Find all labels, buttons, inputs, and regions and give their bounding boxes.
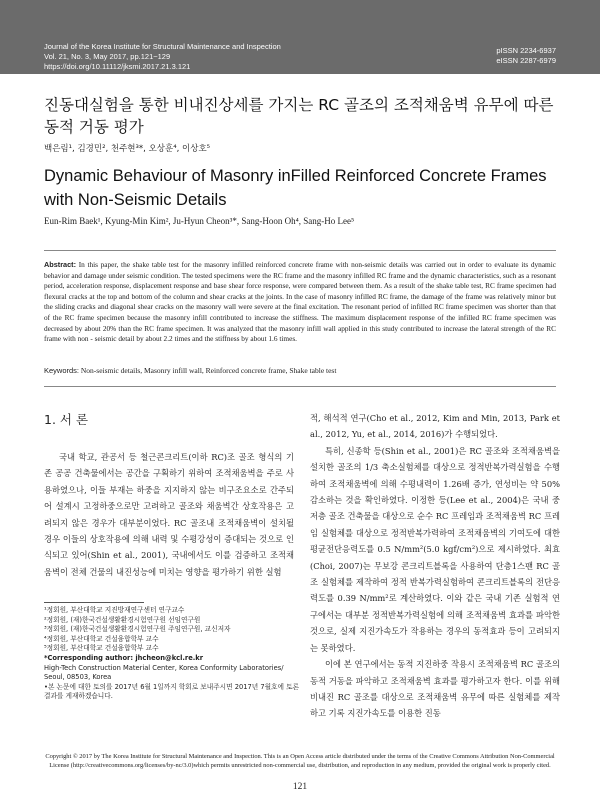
- footnote: ³정회원, (재)한국건설생활환경시험연구원 주임연구원, 교신저자: [44, 625, 231, 634]
- corresponding-author: *Corresponding author: jhcheon@kcl.re.kr: [44, 653, 204, 662]
- abstract-bottom-rule: [44, 386, 556, 387]
- journal-name: Journal of the Korea Institute for Structural Maintenance and Inspection: [44, 42, 281, 51]
- korean-title: 진동대실험을 통한 비내진상세를 가지는 RC 골조의 조적채움벽 유무에 따른 동적 거동 평가: [44, 96, 554, 136]
- footnotes: [44, 606, 299, 702]
- journal-header: [0, 0, 600, 74]
- footnote: ⁵정회원, 부산대학교 건설융합학부 교수: [44, 644, 159, 653]
- keywords-text: Non-seismic details, Masonry infill wall, Reinforced concrete frame, Shake table test: [80, 366, 337, 375]
- pissn: pISSN 2234-6937: [496, 46, 556, 55]
- section-title: 1. 서 론: [44, 412, 89, 427]
- abstract-label: Abstract:: [44, 260, 77, 269]
- right-column: [310, 410, 560, 722]
- keywords: [44, 366, 556, 375]
- keywords-label: Keywords:: [44, 366, 80, 375]
- body-paragraph: 적, 해석적 연구(Cho et al., 2012, Kim and Min, 2013, Park et al., 2012, Yu, et al., 2014, 2016)가 수행되었다.: [310, 413, 560, 440]
- footnote: ²정회원, (재)한국건설생활환경시험연구원 선임연구원: [44, 615, 201, 624]
- abstract: [44, 260, 556, 345]
- issn-block: [496, 46, 556, 66]
- affiliation: High-Tech Construction Material Center, Korea Conformity Laboratories/ Seoul, 08503, Korea: [44, 663, 284, 682]
- body-paragraph: 특히, 신종학 등(Shin et al., 2001)은 RC 골조와 조적채움벽을 설치한 골조의 1/3 축소실험체를 대상으로 정적반복가력실험을 수행하여 조적채움벽에 의해 수평내력이 1.26배 증가, 연성비는 약 50% 감소하는 것을 확인하였다. 이정한 등(Lee et al., 2004)은 국내 중저층 골조 건축물을 대상으로 순수 RC 프레임과 조적채움벽 RC 프레임 실험체를 대상으로 정적반복가력하여 조적채움벽의 기여도에 대한 평균전단응력도를 0.5 N/mm²(5.0 kgf/cm²)으로 제시하였다. 최효(Choi, 2007)는 무보강 콘크리트블록을 사용하여 단층1스팬 RC 골조 실험체를 제작하여 정적 반복가력실험하여 콘크리트블록의 전단응력도를 0.39 N/mm²로 계산하였다. 이와 같은 국내 기존 실험적 연구에서는 대부분 정적반복가력실험에 의해 조적채움벽 효과를 파악한 것으로, 실제 지진가속도가 작용하는 경우의 동적효과 등이 고려되지는 못하였다.: [310, 445, 560, 653]
- journal-volume: Vol. 21, No. 3, May 2017, pp.121~129: [44, 52, 171, 61]
- english-authors: Eun-Rim Baek¹, Kyung-Min Kim², Ju-Hyun Cheon³*, Sang-Hoon Oh⁴, Sang-Ho Lee⁵: [44, 216, 355, 226]
- body-paragraph: 이에 본 연구에서는 동적 지진하중 작용시 조적채움벽 RC 골조의 동적 거동을 파악하고 조적채움벽 효과를 평가하고자 한다. 이를 위해 비내진 RC 골조를 대상으로 조적채움벽 유무에 따른 실험체를 제작하고 기록 지진가속도를 이용한 진동: [310, 659, 560, 719]
- doi-link[interactable]: https://doi.org/10.11112/jksmi.2017.21.3.121: [44, 62, 191, 71]
- footnote: ¹정회원, 부산대학교 지진방재연구센터 연구교수: [44, 606, 185, 614]
- korean-authors: 백은림¹, 김경민², 천주현³*, 오상훈⁴, 이상호⁵: [44, 144, 211, 154]
- footnote: ⁴정회원, 부산대학교 건설융합학부 교수: [44, 634, 159, 643]
- body-paragraph: 국내 학교, 관공서 등 철근콘크리트(이하 RC)조 골조 형식의 기존 공공 건축물에서는 공간을 구획하기 위하여 조적채움벽을 주로 사용하였으나, 이들 부재는 하중을 지지하지 않는 비구조요소로 간주되어 설계시 고정하중으로만 고려하고 골조와 채움벽간 상호작용은 고려되지 않은 경우가 대부분이었다. RC 골조내 조적채움벽이 설치될 경우 이들의 상호작용에 의해 내력 및 수평강성이 증대되는 것으로 인식되고 있어(Shin et al., 2001), 국내에서도 이를 검증하고 조적채움벽이 전체 건물의 내진성능에 미치는 영향을 평가하기 위한 실험: [44, 452, 294, 577]
- footnote-rule: [44, 602, 144, 603]
- eissn: eISSN 2287-6979: [496, 56, 556, 65]
- discussion-note: •본 논문에 대한 토의를 2017년 6월 1일까지 학회로 보내주시면 2017년 7월호에 토론결과를 게재하겠습니다.: [44, 682, 300, 701]
- copyright-notice: Copyright © 2017 by The Korea Institute for Structural Maintenance and Inspection. This is an Open Access article distributed under the terms of the Creative Commons Attribution Non-Commercial License (http://creativecommons.org/licenses/by-nc/3.0)which permits unrestricted non-commercial use, distribution, and reproduction in any medium, provided the original work is properly cited.: [45, 753, 555, 770]
- english-title: Dynamic Behaviour of Masonry inFilled Reinforced Concrete Frames with Non-Seismic Details: [44, 167, 547, 209]
- abstract-top-rule: [44, 250, 556, 251]
- abstract-text: In this paper, the shake table test for the masonry infilled reinforced concrete frame with non-seismic details was carried out in order to evaluate its dynamic behavior and damage under seismic condition. The tested specimens were the RC frame and the masonry infilled RC frame and the dynamic characteristics, such as a resonant period, acceleration response, displacement response and base shear force response, were compared between them. As a result of the shake table test, RC frame specimen had flexural cracks at the top and bottom of the column and shear cracks at the joints. In the case of masonry infilled RC frame, the damage of the frame was relatively minor but the sliding cracks and diagonal shear cracks on the masonry wall were severe at the final excitation. The resonant period of infilled RC frame specimen was shorter than that of the RC frame specimen because the masonry infill contributed to increase the stiffness. The maximum displacement response of the infilled RC frame specimen was decreased by about 20% than the RC frame specimen. It was analyzed that the masonry infill wall applied in this study contributed to increase the lateral strength of the RC frame with non - seismic detail by about 2.2 times and the stiffness by about 1.6 times.: [44, 260, 556, 344]
- page-number: 121: [292, 782, 308, 792]
- journal-info: [44, 42, 281, 72]
- left-column: [44, 449, 294, 580]
